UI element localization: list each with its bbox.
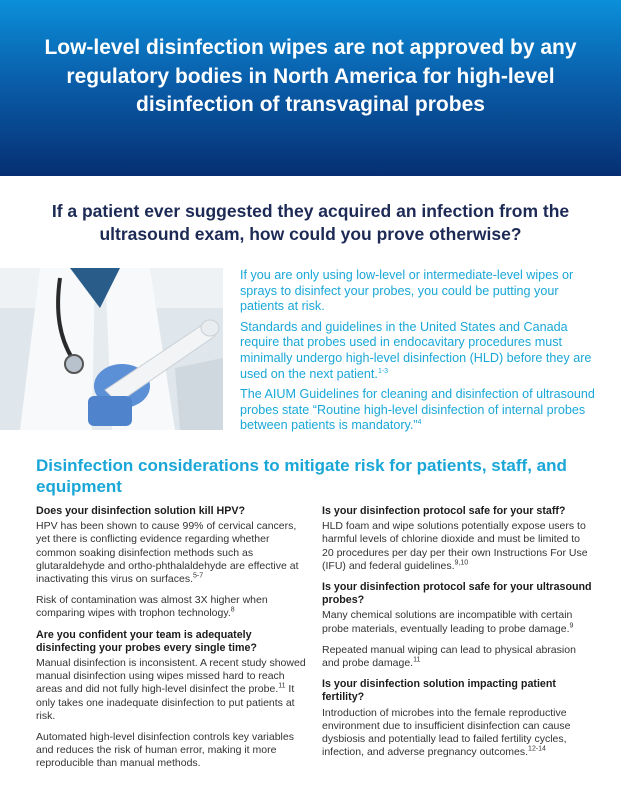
answer-staff-1: HLD foam and wipe solutions potentially expose users to harmful levels of chlorine dioxide and must be limited to 20 procedures per day per their own Instructions For Use (IFU) and federal guidelines.$^{9,10}$ (322, 520, 588, 572)
answer-hpv-2: Risk of contamination was almost 3X higher when comparing wipes with trophon technology.$^8$ (36, 594, 268, 620)
intro-paragraph-1: If you are only using low-level or intermediate-level wipes or sprays to disinfect your probes, you could be putting your patients at risk. (240, 268, 574, 314)
intro-paragraph-2: Standards and guidelines in the United States and Canada require that probes used in endocavitary procedures must minimally undergo high-level disinfection (HLD) before they are used on the next patient.$^{1-3}$ (240, 319, 592, 381)
intro-paragraph-3: The AIUM Guidelines for cleaning and disinfection of ultrasound probes state “Routine high-level disinfection of internal probes between patients is mandatory.”$^4$ (240, 387, 595, 433)
question-probe-safety: Is your disinfection protocol safe for your ultrasound probes? (322, 581, 592, 607)
answer-team-1: Manual disinfection is inconsistent. A recent study showed manual disinfection using wipes missed hard to reach areas and did not fully high-level disinfect the probe.$^{11}$ It only takes one inadequate disinfection to put patients at risk. (36, 657, 306, 722)
question-team-confidence: Are you confident your team is adequately disinfecting your probes every single time? (36, 628, 257, 654)
left-column (36, 505, 308, 779)
answer-probe-2: Repeated manual wiping can lead to physical abrasion and probe damage.$^{11}$ (322, 643, 576, 670)
question-staff-safety: Is your disinfection protocol safe for your staff? (322, 505, 566, 517)
header-banner (0, 0, 621, 176)
subheading: If a patient ever suggested they acquired an infection from the ultrasound exam, how could you prove otherwise? (51, 201, 570, 244)
answer-hpv-1: HPV has been shown to cause 99% of cervical cancers, yet there is conflicting evidence regarding whether common soaking disinfection methods such as glutaraldehyde and ortho-phthalaldehyde are effective at inactivating this virus on surfaces.$^{5-7}$ (36, 520, 299, 586)
section-title: Disinfection considerations to mitigate risk for patients, staff, and equipment (36, 456, 567, 496)
clinician-probe-photo (0, 268, 223, 430)
photo-illustration (0, 268, 223, 430)
intro-text (240, 268, 600, 439)
page-title: Low-level disinfection wipes are not approved by any regulatory bodies in North America for high-level disinfection of transvaginal probes (44, 36, 577, 116)
answer-team-2: Automated high-level disinfection controls key variables and reduces the risk of human error, making it more reproducible than manual methods. (36, 731, 294, 770)
answer-probe-1: Many chemical solutions are incompatible with certain probe materials, eventually leading to probe damage.$^9$ (322, 609, 574, 635)
answer-fertility-1: Introduction of microbes into the female reproductive environment due to insufficient disinfection can cause dysbiosis and potentially lead to failed fertility cycles, infection, and adverse pregnancy outcomes.$^{12-14}$ (322, 706, 571, 759)
right-column (322, 505, 594, 767)
question-hpv: Does your disinfection solution kill HPV? (36, 505, 246, 517)
question-fertility: Is your disinfection solution impacting patient fertility? (322, 678, 556, 704)
